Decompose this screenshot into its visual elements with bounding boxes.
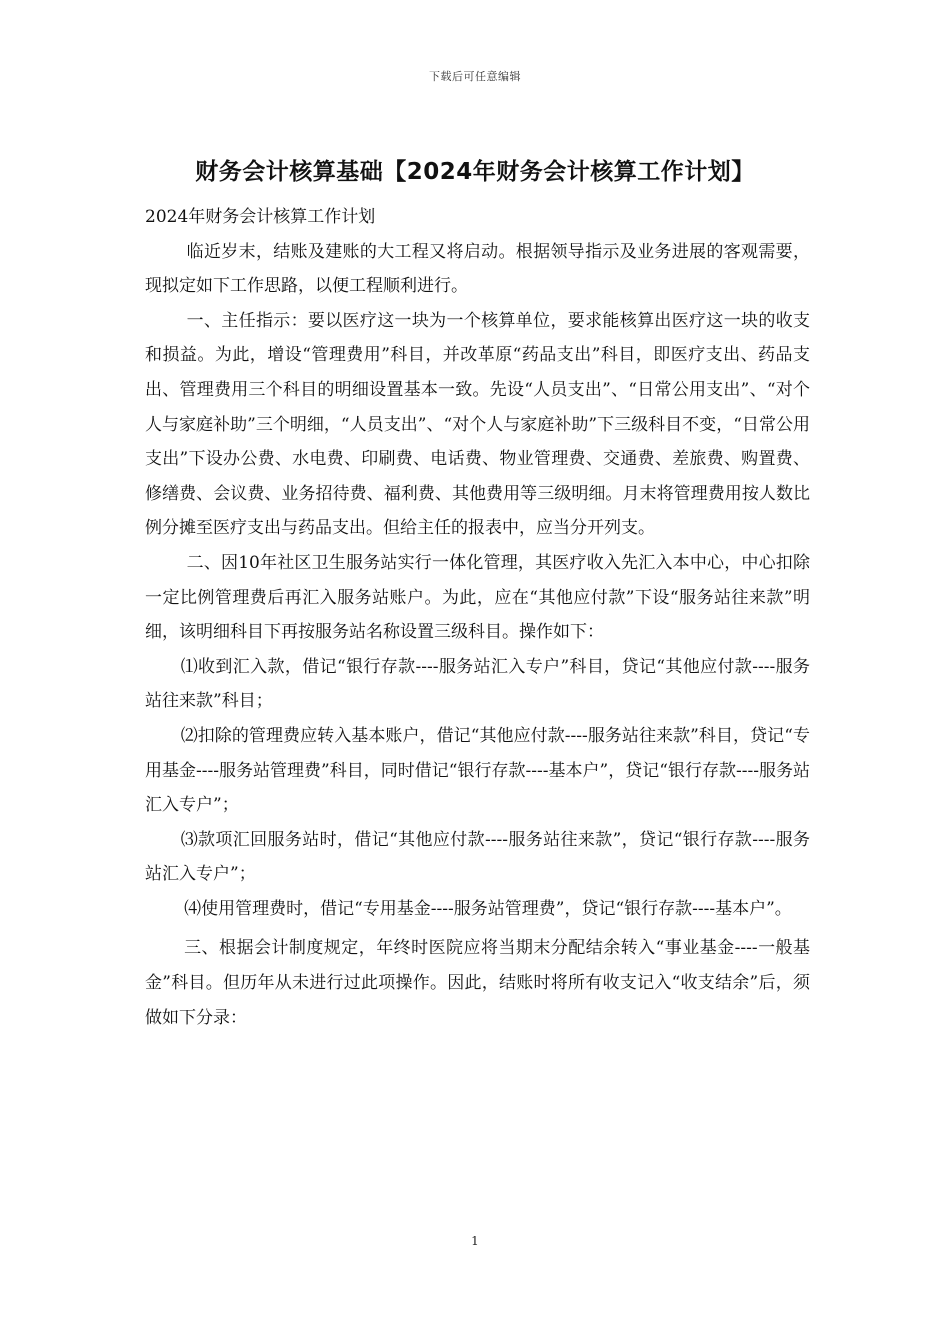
header-note: 下载后可任意编辑: [429, 70, 521, 83]
section-one-paragraph: 一、主任指示：要以医疗这一块为一个核算单位，要求能核算出医疗这一块的收支和损益。为此，增设“管理费用”科目，并改革原“药品支出”科目，即医疗支出、药品支出、管理费用三个科目的明细设置基本一致。先设“人员支出”、“日常公用支出”、“对个人与家庭补助”三个明细，“人员支出”、“对个人与家庭补助”下三级科目不变，“日常公用支出”下设办公费、水电费、印刷费、电话费、物业管理费、交通费、差旅费、购置费、修缮费、会议费、业务招待费、福利费、其他费用等三级明细。月末将管理费用按人数比例分摊至医疗支出与药品支出。但给主任的报表中，应当分开列支。: [145, 310, 810, 539]
subtitle-paragraph: 2024年财务会计核算工作计划: [145, 207, 376, 227]
step-three-paragraph: ⑶款项汇回服务站时，借记“其他应付款----服务站往来款”，贷记“银行存款----服务站汇入专户”；: [145, 829, 810, 885]
step-four-paragraph: ⑷使用管理费时，借记“专用基金----服务站管理费”，贷记“银行存款----基本户”。: [184, 898, 792, 919]
section-two-paragraph: 二、因10年社区卫生服务站实行一体化管理，其医疗收入先汇入本中心，中心扣除一定比例管理费后再汇入服务站账户。为此，应在“其他应付款”下设“服务站往来款”明细，该明细科目下再按服务站名称设置三级科目。操作如下：: [145, 552, 810, 643]
step-two-paragraph: ⑵扣除的管理费应转入基本账户，借记“其他应付款----服务站往来款”科目，贷记“专用基金----服务站管理费”科目，同时借记“银行存款----基本户”，贷记“银行存款----服务站汇入专户”；: [145, 725, 810, 816]
step-one-paragraph: ⑴收到汇入款，借记“银行存款----服务站汇入专户”科目，贷记“其他应付款----服务站往来款”科目；: [145, 656, 810, 712]
page-number: 1: [471, 1234, 479, 1248]
section-three-paragraph: 三、根据会计制度规定，年终时医院应将当期末分配结余转入“事业基金----一般基金”科目。但历年从未进行过此项操作。因此，结账时将所有收支记入“收支结余”后，须做如下分录：: [145, 938, 810, 1028]
document-title: 财务会计核算基础【2024年财务会计核算工作计划】: [195, 159, 755, 185]
intro-paragraph: 临近岁末，结账及建账的大工程又将启动。根据领导指示及业务进展的客观需要，现拟定如下工作思路，以便工程顺利进行。: [145, 241, 810, 297]
document-body: [145, 200, 810, 1035]
